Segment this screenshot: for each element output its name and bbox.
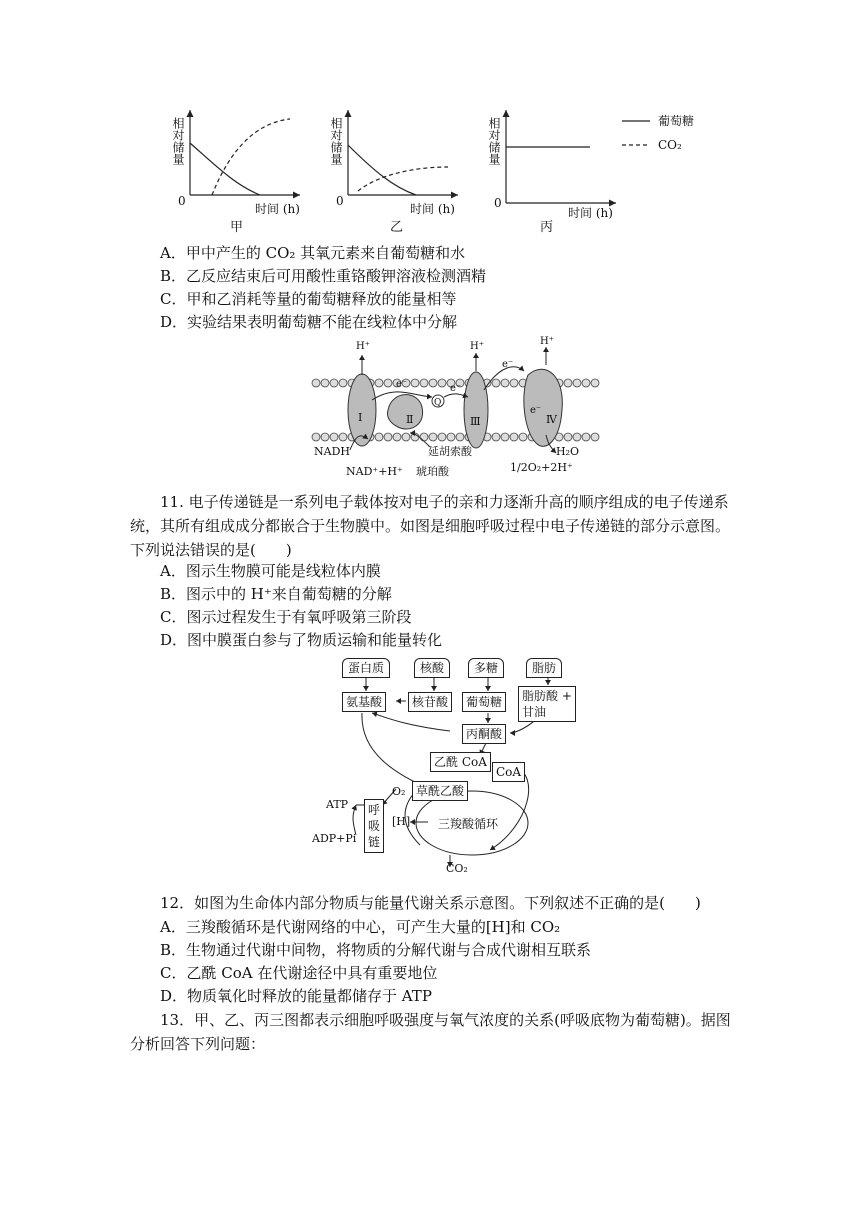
h-plus-label-2: H⁺ (470, 341, 484, 352)
lipid-head (312, 433, 320, 441)
chart-yi-xlabel: 时间 (h) (410, 202, 455, 216)
legend-co2-label: CO₂ (658, 138, 682, 152)
chart-jia-caption: 甲 (230, 220, 244, 235)
h-plus-label-1: H⁺ (356, 341, 370, 352)
lipid-head (501, 379, 509, 387)
nucleic-acid-box: 核酸 (414, 658, 450, 678)
lipid-head (384, 433, 392, 441)
complex-3 (464, 372, 488, 448)
fatty-acid-glycerol-box (518, 686, 576, 722)
electron-transport-figure (310, 335, 600, 480)
lipid-head (420, 379, 428, 387)
q12-option-b: B．生物通过代谢中间物，将物质的分解代谢与合成代谢相互联系 (160, 941, 592, 959)
acetyl-coa-box: 乙酰 CoA (430, 752, 491, 772)
q12-stem: 12．如图为生命体内部分物质与能量代谢关系示意图。下列叙述不正确的是( ) (160, 894, 701, 912)
chart-yi-co2-line (358, 167, 448, 191)
lipid-head (519, 433, 527, 441)
water-label: H₂O (556, 445, 580, 458)
complex-1-label: Ⅰ (358, 411, 363, 424)
chart-jia-ylabel: 相对储量 (171, 117, 185, 165)
lipid-head (501, 433, 509, 441)
q12-option-c: C．乙酰 CoA 在代谢途径中具有重要地位 (160, 964, 438, 982)
chart-jia (171, 110, 300, 235)
q10-option-d: D．实验结果表明葡萄糖不能在线粒体中分解 (160, 313, 458, 331)
adp-label: ADP+Pi (312, 832, 357, 845)
fat-box: 脂肪 (526, 658, 562, 678)
q10-option-a: A．甲中产生的 CO₂ 其氧元素来自葡萄糖和水 (160, 244, 466, 262)
lipid-head (582, 379, 590, 387)
lipid-head (429, 433, 437, 441)
coa-box: CoA (492, 762, 525, 782)
lipid-head (510, 379, 518, 387)
chart-bing (487, 110, 616, 235)
q11-option-c: C．图示过程发生于有氧呼吸第三阶段 (160, 608, 412, 626)
fumarate-label: 延胡索酸 (428, 445, 472, 458)
tca-cycle-label: 三羧酸循环 (438, 817, 499, 831)
charts-figure (160, 95, 720, 240)
nadh-label: NADH (314, 445, 350, 458)
o2-label: O₂ (392, 785, 406, 798)
chart-yi-glucose-line (348, 145, 416, 195)
lipid-head (375, 433, 383, 441)
co2-label: CO₂ (446, 862, 468, 875)
succinate-label: 琥珀酸 (416, 465, 449, 478)
lipid-head (402, 433, 410, 441)
atp-label: ATP (326, 798, 349, 811)
chart-jia-xlabel: 时间 (h) (255, 202, 300, 216)
lipid-head (339, 433, 347, 441)
lipid-head (447, 433, 455, 441)
lipid-head (510, 433, 518, 441)
chart-yi-origin: 0 (336, 194, 344, 208)
lipid-head (573, 379, 581, 387)
lipid-head (573, 433, 581, 441)
protein-box: 蛋白质 (342, 658, 390, 678)
amino-acid-box: 氨基酸 (342, 692, 386, 712)
oxaloacetate-box: 草酰乙酸 (412, 781, 468, 801)
fatty-acid-label: 脂肪酸 + (522, 689, 572, 703)
lipid-head (330, 433, 338, 441)
complex-2-label: Ⅱ (406, 413, 414, 426)
lipid-head (438, 433, 446, 441)
lipid-head (339, 379, 347, 387)
q11-option-b: B．图示中的 H⁺来自葡萄糖的分解 (160, 585, 392, 603)
e-label-2: e⁻ (450, 383, 462, 394)
chart-yi-ylabel: 相对储量 (329, 117, 343, 165)
q11-stem: 11. 电子传递链是一系列电子载体按对电子的亲和力逐渐升高的顺序组成的电子传递系统，其所有组成成分都嵌合于生物膜中。如图是细胞呼吸过程中电子传递链的部分示意图。下列说法错误的是( ) (130, 493, 731, 559)
lipid-head (492, 433, 500, 441)
lipid-head (564, 379, 572, 387)
lipid-head (384, 379, 392, 387)
q10-option-c: C．甲和乙消耗等量的葡萄糖释放的能量相等 (160, 290, 457, 308)
lipid-head (420, 433, 428, 441)
complex-1 (348, 374, 376, 446)
chart-jia-origin: 0 (178, 194, 186, 208)
pyruvate-box: 丙酮酸 (462, 724, 506, 744)
lipid-head (492, 379, 500, 387)
e-label-4: e⁻ (530, 405, 542, 416)
lipid-head (330, 379, 338, 387)
chart-legend (622, 113, 694, 152)
e-label-3: e⁻ (502, 359, 514, 370)
lipid-head (564, 433, 572, 441)
chart-bing-caption: 丙 (540, 220, 554, 235)
polysaccharide-box: 多糖 (468, 658, 504, 678)
lipid-head (456, 433, 464, 441)
lipid-head (321, 433, 329, 441)
q12-option-a: A．三羧酸循环是代谢网络的中心，可产生大量的[H]和 CO₂ (160, 918, 561, 936)
q12-option-d: D．物质氧化时释放的能量都储存于 ATP (160, 987, 432, 1005)
glucose-box: 葡萄糖 (462, 692, 506, 712)
lipid-head (312, 379, 320, 387)
metabolism-figure (300, 655, 600, 880)
respiratory-chain-box: 呼吸链 (364, 799, 384, 853)
chart-jia-co2-line (212, 119, 290, 195)
q10-option-b: B．乙反应结束后可用酸性重铬酸钾溶液检测酒精 (160, 267, 487, 285)
chart-bing-xlabel: 时间 (h) (568, 206, 613, 220)
lipid-head (393, 433, 401, 441)
e-label-1: e⁻ (396, 379, 408, 390)
chart-bing-ylabel: 相对储量 (487, 117, 501, 165)
h-plus-label-3: H⁺ (540, 336, 554, 347)
lipid-head (591, 433, 599, 441)
legend-glucose-label: 葡萄糖 (658, 114, 695, 128)
complex-3-label: Ⅲ (470, 415, 481, 428)
q-label: Q (434, 398, 442, 408)
lipid-head (429, 379, 437, 387)
lipid-head (591, 379, 599, 387)
q11-option-a: A．图示生物膜可能是线粒体内膜 (160, 562, 381, 580)
chart-bing-origin: 0 (494, 196, 502, 210)
lipid-head (411, 379, 419, 387)
q13-stem: 13．甲、乙、丙三图都表示细胞呼吸强度与氧气浓度的关系(呼吸底物为葡萄糖)。据图分析回答下列问题： (130, 1011, 731, 1053)
lipid-head (582, 433, 590, 441)
nad-label: NAD⁺+H⁺ (346, 465, 403, 478)
h-label: [H] (392, 815, 411, 828)
lipid-head (375, 379, 383, 387)
nucleotide-box: 核苷酸 (408, 692, 452, 712)
chart-yi-caption: 乙 (390, 220, 404, 235)
complex-4-label: Ⅳ (546, 413, 557, 426)
glycerol-label: 甘油 (522, 705, 547, 719)
q11-option-d: D．图中膜蛋白参与了物质运输和能量转化 (160, 631, 443, 649)
lipid-head (438, 379, 446, 387)
chart-yi (329, 110, 458, 235)
oxygen-label: 1/2O₂+2H⁺ (510, 461, 573, 474)
lipid-head (321, 379, 329, 387)
